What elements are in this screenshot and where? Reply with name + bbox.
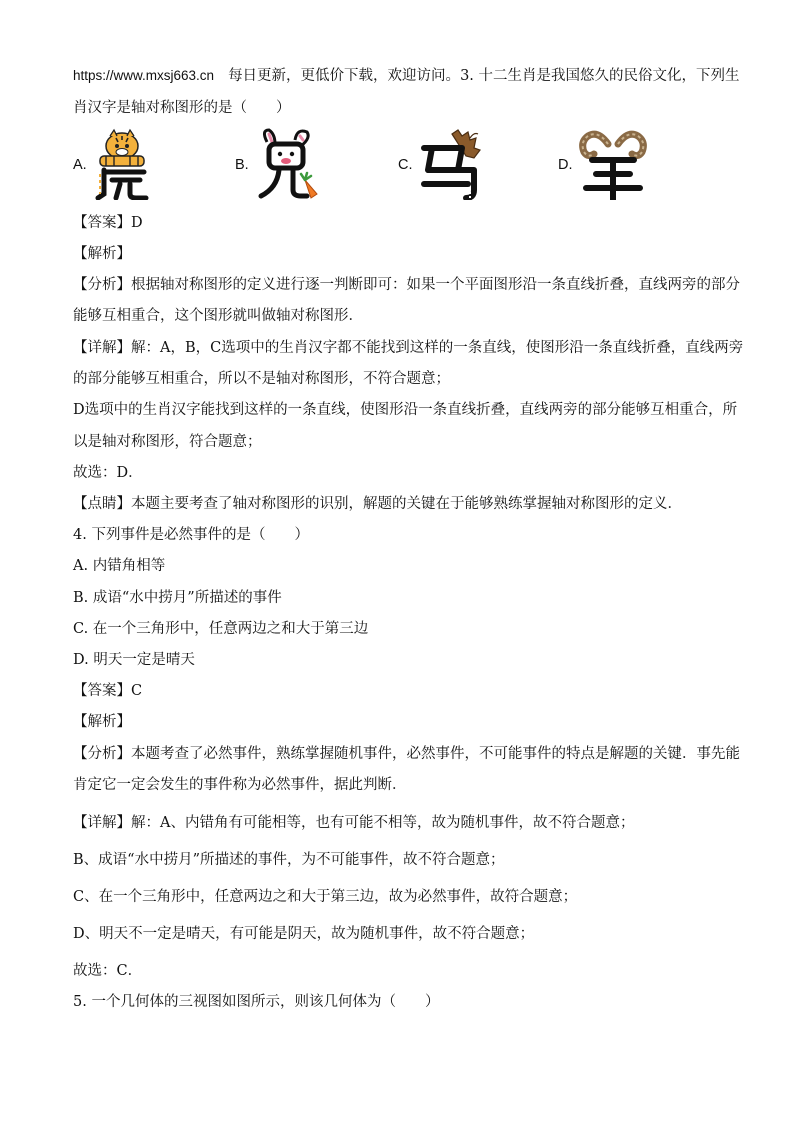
q3-answer: 【答案】D xyxy=(73,215,143,231)
q3-detail-line-2: 的部分能够互相重合，所以不是轴对称图形，不符合题意； xyxy=(73,371,450,387)
q3-analysis-line-1: 【分析】根据轴对称图形的定义进行逐一判断即可：如果一个平面图形沿一条直线折叠，直线两旁的部分 xyxy=(73,277,740,293)
q3-detail-line-3: D选项中的生肖汉字能找到这样的一条直线，使图形沿一条直线折叠，直线两旁的部分能够互相重合，所 xyxy=(73,402,738,418)
rabbit-character-icon xyxy=(255,128,325,200)
q3-stem-part1: 3. 十二生肖是我国悠久的民俗文化，下列生 xyxy=(460,68,740,84)
q4-detail-line-4: D、明天不一定是晴天，有可能是阴天，故为随机事件，故不符合题意； xyxy=(73,926,535,942)
site-notice: 每日更新，更低价下载，欢迎访问。 xyxy=(228,68,461,84)
q4-stem: 4. 下列事件是必然事件的是（ ） xyxy=(73,527,309,543)
q4-option-d: D. 明天一定是晴天 xyxy=(73,652,195,668)
q3-analysis-line-2: 能够互相重合，这个图形就叫做轴对称图形． xyxy=(73,308,363,324)
goat-character-icon xyxy=(578,128,648,200)
q4-analysis-line-2: 肯定它一定会发生的事件称为必然事件，据此判断． xyxy=(73,777,407,793)
q3-option-a-label: A. xyxy=(73,157,87,173)
horse-character-icon xyxy=(418,128,488,200)
q4-choice: 故选：C． xyxy=(73,963,143,979)
q4-detail-line-1: 【详解】解：A、内错角有可能相等，也有可能不相等，故为随机事件，故不符合题意； xyxy=(73,815,635,831)
q4-analysis-line-1: 【分析】本题考查了必然事件，熟练掌握随机事件，必然事件，不可能事件的特点是解题的关键．事先能 xyxy=(73,746,740,762)
q3-stem-line-2: 肖汉字是轴对称图形的是（ ） xyxy=(73,100,291,116)
q3-comment: 【点睛】本题主要考查了轴对称图形的识别，解题的关键在于能够熟练掌握轴对称图形的定义． xyxy=(73,496,682,512)
q3-jiexi: 【解析】 xyxy=(73,246,131,262)
q3-option-d-label: D. xyxy=(558,157,573,173)
q3-detail-line-4: 以是轴对称图形，符合题意； xyxy=(73,434,262,450)
q4-option-a: A. 内错角相等 xyxy=(73,558,166,574)
q3-option-c-label: C. xyxy=(398,157,413,173)
q4-answer: 【答案】C xyxy=(73,683,143,699)
q3-detail-line-1: 【详解】解：A，B，C选项中的生肖汉字都不能找到这样的一条直线，使图形沿一条直线折叠，直线两旁 xyxy=(73,340,744,356)
q5-stem: 5. 一个几何体的三视图如图所示，则该几何体为（ ） xyxy=(73,994,440,1010)
tiger-character-icon xyxy=(90,128,160,200)
q4-detail-line-2: B、成语“水中捞月”所描述的事件，为不可能事件，故不符合题意； xyxy=(73,852,505,868)
q4-option-c: C. 在一个三角形中，任意两边之和大于第三边 xyxy=(73,621,369,637)
q3-stem-line-1 xyxy=(73,66,740,86)
q3-option-b-label: B. xyxy=(235,157,249,173)
q3-choice: 故选：D． xyxy=(73,465,143,481)
q4-option-b: B. 成语“水中捞月”所描述的事件 xyxy=(73,590,282,606)
site-url[interactable]: https://www.mxsj663.cn xyxy=(73,68,215,83)
q4-jiexi: 【解析】 xyxy=(73,714,131,730)
q4-detail-line-3: C、在一个三角形中，任意两边之和大于第三边，故为必然事件，故符合题意； xyxy=(73,889,578,905)
